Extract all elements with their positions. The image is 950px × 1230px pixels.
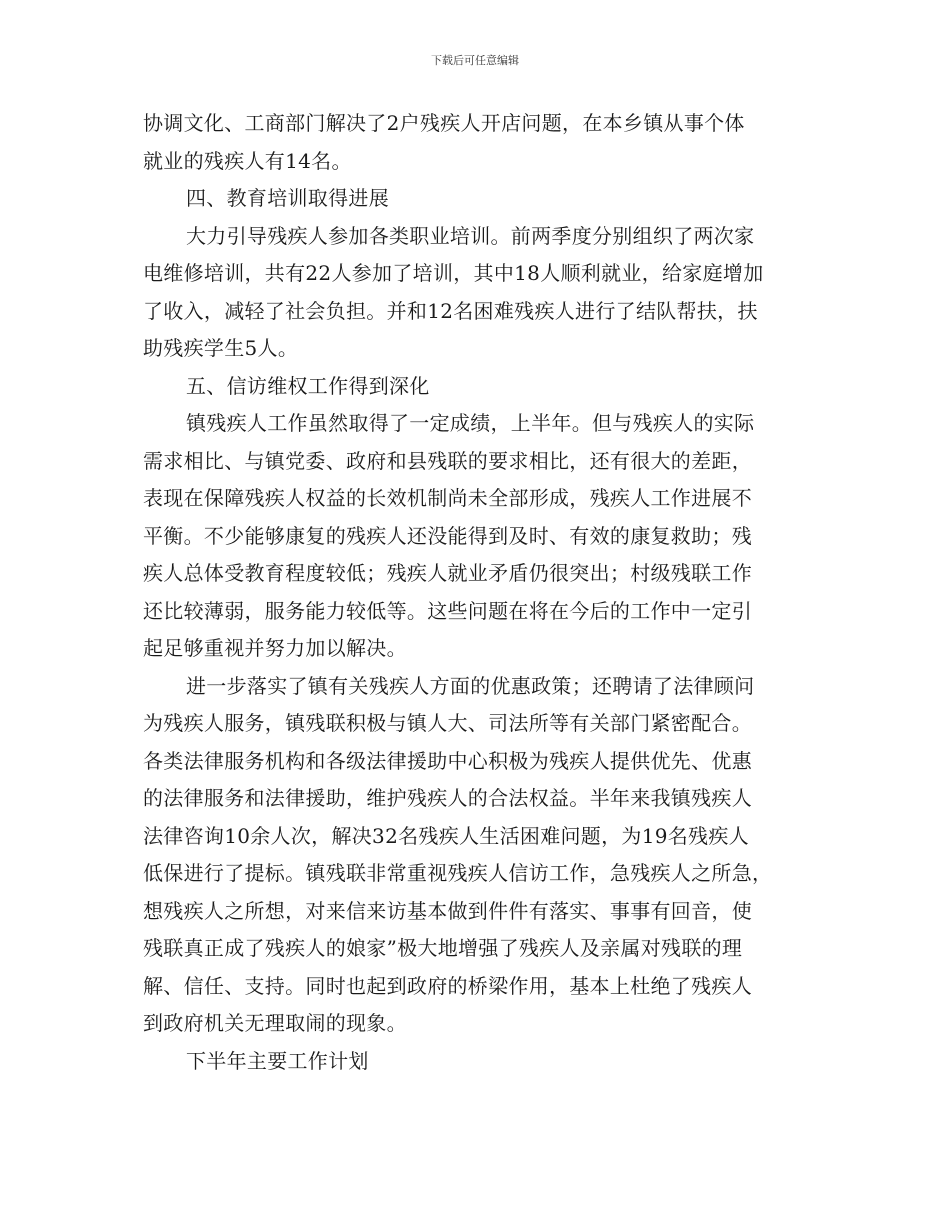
text-line: 残联真正成了残疾人的娘家”极大地增强了残疾人及亲属对残联的理: [143, 936, 743, 960]
text-line: 起足够重视并努力加以解决。: [143, 636, 407, 660]
text-line: 想残疾人之所想，对来信来访基本做到件件有落实、事事有回音，使: [143, 898, 752, 923]
text-line: 为残疾人服务，镇残联积极与镇人大、司法所等有关部门紧密配合。: [143, 711, 752, 735]
section-heading: 五、信访维权工作得到深化: [186, 373, 430, 398]
text-line: 助残疾学生5人。: [143, 336, 299, 360]
text-line: 协调文化、工商部门解决了2户残疾人开店问题，在本乡镇从事个体: [143, 111, 745, 135]
text-line: 疾人总体受教育程度较低；残疾人就业矛盾仍很突出；村级残联工作: [143, 561, 752, 585]
text-line: 解、信任、支持。同时也起到政府的桥梁作用，基本上杜绝了残疾人: [143, 973, 752, 998]
text-line: 的法律服务和法律援助，维护残疾人的合法权益。半年来我镇残疾人: [143, 786, 752, 810]
text-line: 法律咨询10余人次，解决32名残疾人生活困难问题，为19名残疾人: [143, 823, 749, 848]
text-line: 大力引导残疾人参加各类职业培训。前两季度分别组织了两次家: [186, 223, 755, 248]
text-line: 还比较薄弱，服务能力较低等。这些问题在将在今后的工作中一定引: [143, 598, 752, 623]
text-line: 表现在保障残疾人权益的长效机制尚未全部形成，残疾人工作进展不: [143, 486, 752, 510]
page-header: 下载后可任意编辑: [431, 54, 519, 67]
text-line: 平衡。不少能够康复的残疾人还没能得到及时、有效的康复救助；残: [143, 523, 752, 548]
text-line: 需求相比、与镇党委、政府和县残联的要求相比，还有很大的差距，: [143, 448, 752, 473]
text-line: 到政府机关无理取闹的现象。: [143, 1011, 407, 1035]
text-line: 镇残疾人工作虽然取得了一定成绩，上半年。但与残疾人的实际: [186, 411, 755, 435]
text-line: 进一步落实了镇有关残疾人方面的优惠政策；还聘请了法律顾问: [186, 673, 755, 698]
section-heading: 四、教育培训取得进展: [186, 186, 389, 210]
text-line: 电维修培训，共有22人参加了培训，其中18人顺利就业，给家庭增加: [143, 261, 764, 285]
text-line: 低保进行了提标。镇残联非常重视残疾人信访工作，急残疾人之所急，: [143, 861, 773, 885]
text-line: 各类法律服务机构和各级法律援助中心积极为残疾人提供优先、优惠: [143, 748, 752, 773]
text-line: 了收入，减轻了社会负担。并和12名困难残疾人进行了结队帮扶，扶: [143, 298, 758, 323]
document-body: [143, 105, 813, 1080]
section-heading: 下半年主要工作计划: [186, 1048, 369, 1073]
text-line: 就业的残疾人有14名。: [143, 148, 352, 173]
